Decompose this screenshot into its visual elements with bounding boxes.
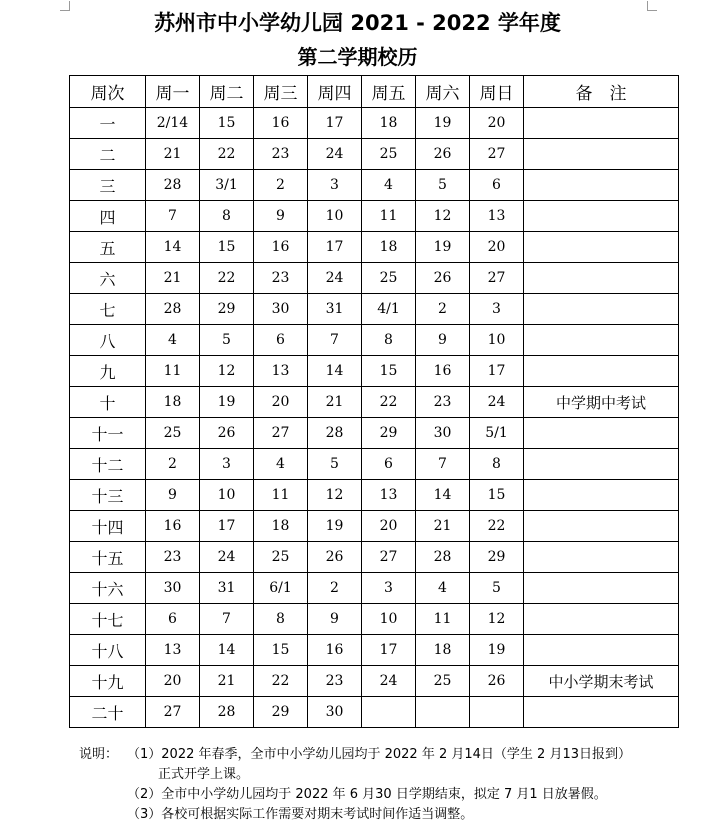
note-cell [524,480,679,511]
date-cell: 27 [470,263,524,294]
date-cell [470,697,524,728]
date-cell: 19 [200,387,254,418]
date-cell: 16 [308,635,362,666]
date-cell: 15 [200,232,254,263]
date-cell: 18 [362,232,416,263]
date-cell: 21 [416,511,470,542]
note-cell: 中学期中考试 [524,387,679,418]
note-cell [524,573,679,604]
date-cell: 3 [200,449,254,480]
date-cell: 26 [416,263,470,294]
note-cell [524,263,679,294]
date-cell: 12 [470,604,524,635]
table-row [70,201,679,232]
date-cell: 18 [416,635,470,666]
date-cell: 2/14 [146,108,200,139]
date-cell: 26 [470,666,524,697]
date-cell: 23 [254,263,308,294]
date-cell: 10 [470,325,524,356]
date-cell: 5 [308,449,362,480]
header-day: 周日 [470,76,524,108]
table-row [70,635,679,666]
date-cell: 2 [308,573,362,604]
week-number-cell: 五 [70,232,146,263]
date-cell: 9 [254,201,308,232]
header-day: 周二 [200,76,254,108]
calendar-subtitle: 第二学期校历 [297,45,418,69]
date-cell: 20 [146,666,200,697]
week-number-cell: 九 [70,356,146,387]
table-row [70,325,679,356]
date-cell: 13 [362,480,416,511]
date-cell: 13 [254,356,308,387]
date-cell: 8 [362,325,416,356]
date-cell: 10 [308,201,362,232]
date-cell: 17 [200,511,254,542]
note-cell [524,356,679,387]
date-cell: 13 [146,635,200,666]
week-number-cell: 十一 [70,418,146,449]
date-cell: 23 [254,139,308,170]
table-row [70,666,679,697]
week-number-cell: 十二 [70,449,146,480]
date-cell: 30 [254,294,308,325]
date-cell: 4 [416,573,470,604]
date-cell: 20 [470,108,524,139]
date-cell: 28 [416,542,470,573]
note-item-3: （3）各校可根据实际工作需要对期末考试时间作适当调整。 [127,807,474,822]
note-line-1 [79,745,631,765]
week-number-cell: 十八 [70,635,146,666]
date-cell: 3 [362,573,416,604]
header-notes: 备 注 [524,76,679,108]
note-cell [524,418,679,449]
date-cell: 17 [362,635,416,666]
date-cell: 22 [362,387,416,418]
date-cell: 27 [470,139,524,170]
date-cell: 18 [146,387,200,418]
note-cell: 中小学期末考试 [524,666,679,697]
date-cell: 29 [470,542,524,573]
date-cell: 25 [362,263,416,294]
note-item-1: （1）2022 年春季，全市中小学幼儿园均于 2022 年 2 月14日（学生 2 月13日报到） [127,747,631,762]
date-cell: 16 [254,108,308,139]
week-number-cell: 十 [70,387,146,418]
date-cell: 4/1 [362,294,416,325]
notes-section [79,745,631,825]
week-number-cell: 三 [70,170,146,201]
date-cell: 5/1 [470,418,524,449]
date-cell: 5 [416,170,470,201]
note-cell [524,294,679,325]
date-cell: 29 [254,697,308,728]
date-cell: 26 [416,139,470,170]
week-number-cell: 十六 [70,573,146,604]
date-cell: 9 [146,480,200,511]
date-cell: 6 [146,604,200,635]
table-row [70,480,679,511]
date-cell: 21 [200,666,254,697]
date-cell: 24 [362,666,416,697]
date-cell: 14 [200,635,254,666]
date-cell: 14 [416,480,470,511]
date-cell: 11 [254,480,308,511]
date-cell: 13 [470,201,524,232]
week-number-cell: 八 [70,325,146,356]
date-cell: 2 [254,170,308,201]
note-cell [524,511,679,542]
note-cell [524,542,679,573]
date-cell: 27 [254,418,308,449]
date-cell: 14 [146,232,200,263]
header-row [70,76,679,108]
table-row [70,418,679,449]
date-cell: 16 [254,232,308,263]
table-row [70,170,679,201]
date-cell: 18 [362,108,416,139]
date-cell: 23 [416,387,470,418]
date-cell: 30 [416,418,470,449]
header-day: 周四 [308,76,362,108]
week-number-cell: 六 [70,263,146,294]
date-cell: 3 [308,170,362,201]
date-cell: 6 [254,325,308,356]
date-cell: 4 [362,170,416,201]
date-cell: 3/1 [200,170,254,201]
note-cell [524,170,679,201]
date-cell: 22 [200,263,254,294]
date-cell: 9 [308,604,362,635]
header-day: 周三 [254,76,308,108]
table-row [70,573,679,604]
table-row [70,604,679,635]
note-item-2: （2）全市中小学幼儿园均于 2022 年 6 月30 日学期结束，拟定 7 月1 日放暑假。 [127,787,607,802]
date-cell: 19 [416,232,470,263]
week-number-cell: 十五 [70,542,146,573]
date-cell: 10 [362,604,416,635]
date-cell: 4 [254,449,308,480]
date-cell: 5 [200,325,254,356]
note-cell [524,604,679,635]
date-cell: 8 [200,201,254,232]
date-cell: 2 [146,449,200,480]
note-cell [524,325,679,356]
date-cell: 15 [470,480,524,511]
date-cell: 11 [146,356,200,387]
date-cell: 20 [254,387,308,418]
date-cell: 26 [308,542,362,573]
date-cell: 24 [200,542,254,573]
date-cell: 10 [200,480,254,511]
date-cell: 28 [308,418,362,449]
date-cell: 25 [254,542,308,573]
week-number-cell: 十四 [70,511,146,542]
date-cell: 23 [146,542,200,573]
date-cell: 11 [362,201,416,232]
date-cell: 7 [308,325,362,356]
date-cell: 22 [254,666,308,697]
date-cell: 12 [416,201,470,232]
date-cell: 5 [470,573,524,604]
date-cell: 6 [362,449,416,480]
calendar-title: 苏州市中小学幼儿园 2021 - 2022 学年度 [154,11,561,35]
note-cell [524,635,679,666]
week-number-cell: 四 [70,201,146,232]
week-number-cell: 十三 [70,480,146,511]
table-row [70,356,679,387]
date-cell: 15 [254,635,308,666]
date-cell: 19 [470,635,524,666]
school-calendar-table [69,75,679,728]
week-number-cell: 七 [70,294,146,325]
date-cell: 16 [146,511,200,542]
header-day: 周五 [362,76,416,108]
date-cell: 19 [416,108,470,139]
week-number-cell: 二 [70,139,146,170]
note-cell [524,697,679,728]
week-number-cell: 十九 [70,666,146,697]
header-week: 周次 [70,76,146,108]
date-cell: 22 [470,511,524,542]
date-cell: 28 [200,697,254,728]
date-cell: 20 [470,232,524,263]
date-cell: 24 [308,263,362,294]
date-cell: 18 [254,511,308,542]
date-cell: 29 [362,418,416,449]
date-cell: 24 [470,387,524,418]
week-number-cell: 十七 [70,604,146,635]
date-cell: 22 [200,139,254,170]
date-cell: 3 [470,294,524,325]
date-cell [416,697,470,728]
table-row [70,542,679,573]
date-cell: 9 [416,325,470,356]
date-cell: 7 [200,604,254,635]
table-row [70,387,679,418]
table-row [70,294,679,325]
date-cell: 6 [470,170,524,201]
date-cell: 27 [362,542,416,573]
date-cell: 24 [308,139,362,170]
header-day: 周六 [416,76,470,108]
date-cell: 30 [308,697,362,728]
table-row [70,511,679,542]
date-cell: 7 [146,201,200,232]
note-cell [524,201,679,232]
week-number-cell: 二十 [70,697,146,728]
date-cell: 8 [470,449,524,480]
date-cell: 28 [146,294,200,325]
date-cell: 4 [146,325,200,356]
date-cell: 15 [200,108,254,139]
date-cell: 28 [146,170,200,201]
date-cell: 27 [146,697,200,728]
date-cell: 21 [146,263,200,294]
table-row [70,697,679,728]
notes-label: 说明： [79,747,119,762]
note-line-1-continued: 正式开学上课。 [158,767,250,782]
date-cell: 21 [308,387,362,418]
date-cell: 6/1 [254,573,308,604]
date-cell: 12 [200,356,254,387]
date-cell: 30 [146,573,200,604]
date-cell: 17 [308,232,362,263]
note-cell [524,449,679,480]
date-cell: 29 [200,294,254,325]
table-row [70,449,679,480]
date-cell: 21 [146,139,200,170]
table-row [70,232,679,263]
date-cell: 15 [362,356,416,387]
date-cell [362,697,416,728]
date-cell: 26 [200,418,254,449]
date-cell: 17 [470,356,524,387]
date-cell: 2 [416,294,470,325]
date-cell: 16 [416,356,470,387]
date-cell: 17 [308,108,362,139]
date-cell: 25 [362,139,416,170]
date-cell: 31 [308,294,362,325]
date-cell: 23 [308,666,362,697]
date-cell: 7 [416,449,470,480]
date-cell: 25 [146,418,200,449]
week-number-cell: 一 [70,108,146,139]
note-cell [524,108,679,139]
table-row [70,263,679,294]
date-cell: 12 [308,480,362,511]
note-cell [524,232,679,263]
date-cell: 11 [416,604,470,635]
date-cell: 25 [416,666,470,697]
header-day: 周一 [146,76,200,108]
table-row [70,139,679,170]
table-row [70,108,679,139]
date-cell: 20 [362,511,416,542]
date-cell: 8 [254,604,308,635]
note-cell [524,139,679,170]
date-cell: 31 [200,573,254,604]
date-cell: 19 [308,511,362,542]
date-cell: 14 [308,356,362,387]
